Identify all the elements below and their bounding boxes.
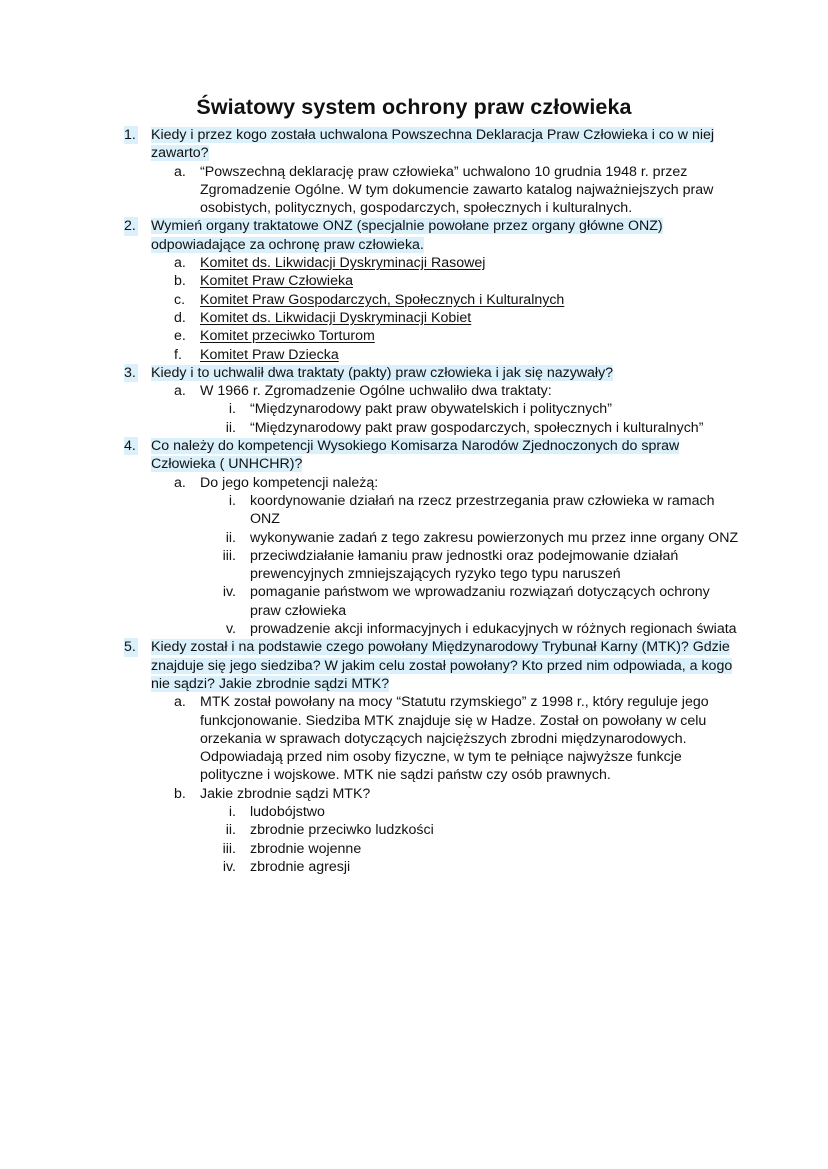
committee-link[interactable]: Komitet Praw Dziecka [200, 346, 339, 363]
sub-label: iii. [222, 840, 236, 857]
sub-text: przeciwdziałanie łamaniu praw jednostki oraz podejmowanie działań prewencyjnych zmniejszających ryzyko tego typu naruszeń [250, 547, 679, 583]
sub-text: ludobójstwo [250, 803, 325, 820]
sub-label: iv. [222, 858, 236, 875]
answer-label: b. [174, 273, 186, 290]
sub-text: “Międzynarodowy pakt praw obywatelskich i politycznych” [250, 401, 612, 418]
answer-text: W 1966 r. Zgromadzenie Ogólne uchwaliło dwa traktaty: [200, 383, 552, 400]
sub-item [124, 620, 744, 638]
answer-item [124, 785, 744, 803]
question-text: Co należy do kompetencji Wysokiego Komisarza Narodów Zjednoczonych do spraw Człowieka ( UNHCHR)? [151, 438, 680, 473]
answer-label: f. [174, 346, 182, 363]
sub-item [124, 858, 744, 876]
answer-item [124, 327, 744, 345]
question-1 [124, 126, 744, 163]
document-body [124, 126, 744, 876]
question-number: 1. [124, 127, 136, 143]
sub-text: prowadzenie akcji informacyjnych i edukacyjnych w różnych regionach świata [250, 621, 737, 638]
committee-link[interactable]: Komitet Praw Człowieka [200, 273, 353, 290]
sub-item [124, 803, 744, 821]
question-text: Kiedy i przez kogo została uchwalona Powszechna Deklaracja Praw Człowieka i co w niej zawarto? [151, 127, 715, 162]
sub-text: zbrodnie przeciwko ludzkości [250, 822, 434, 839]
question-text: Wymień organy traktatowe ONZ (specjalnie powołane przez organy główne ONZ) odpowiadające za ochronę praw człowieka. [151, 218, 663, 253]
sub-text: pomaganie państwom we wprowadzaniu rozwiązań dotyczących ochrony praw człowieka [250, 584, 710, 619]
sub-label: i. [228, 803, 236, 820]
answer-text: Jakie zbrodnie sądzi MTK? [200, 785, 371, 802]
answer-item [124, 163, 744, 218]
sub-label: i. [228, 401, 236, 418]
question-number: 4. [124, 438, 136, 455]
question-number: 2. [124, 218, 136, 235]
sub-label: ii. [225, 529, 236, 546]
answer-item [124, 346, 744, 364]
sub-item [124, 400, 744, 418]
answer-label: a. [174, 383, 186, 400]
answer-label: a. [174, 163, 186, 180]
question-text: Kiedy i to uchwalił dwa traktaty (pakty) praw człowieka i jak się nazywały? [151, 364, 614, 381]
committee-link[interactable]: Komitet ds. Likwidacji Dyskryminacji Rasowej [200, 255, 486, 272]
question-5 [124, 638, 744, 693]
sub-item [124, 840, 744, 858]
sub-label: ii. [225, 822, 236, 839]
answer-label: e. [174, 328, 186, 345]
answer-label: a. [174, 255, 186, 272]
answer-item [124, 382, 744, 400]
document-title: Światowy system ochrony praw człowieka [196, 95, 632, 119]
sub-text: zbrodnie agresji [250, 858, 351, 875]
sub-text: zbrodnie wojenne [250, 840, 362, 857]
answer-label: c. [174, 291, 186, 308]
committee-link[interactable]: Komitet Praw Gospodarczych, Społecznych i Kulturalnych [200, 291, 565, 308]
sub-label: ii. [225, 419, 236, 436]
question-3 [124, 364, 744, 382]
committee-link[interactable]: Komitet przeciwko Torturom [200, 328, 375, 345]
question-text: Kiedy został i na podstawie czego powołany Międzynarodowy Trybunał Karny (MTK)? Gdzie znajduje się jego siedziba? W jakim celu został powołany? Kto przed nim odpowiada, a kogo nie sądzi? Jakie zbrodnie sądzi MTK? [151, 639, 733, 692]
sub-item [124, 419, 744, 437]
answer-label: d. [174, 309, 186, 326]
sub-item [124, 529, 744, 547]
answer-label: b. [174, 785, 186, 802]
answer-label: a. [174, 474, 186, 491]
sub-item [124, 547, 744, 584]
sub-label: i. [228, 492, 236, 509]
sub-label: v. [226, 621, 236, 638]
sub-item [124, 821, 744, 839]
answer-item [124, 693, 744, 784]
sub-label: iii. [222, 547, 236, 564]
answer-item [124, 272, 744, 290]
sub-item [124, 583, 744, 620]
sub-item [124, 492, 744, 529]
answer-item [124, 291, 744, 309]
answer-text: Do jego kompetencji należą: [200, 474, 379, 491]
answer-item [124, 309, 744, 327]
question-2 [124, 217, 744, 254]
answer-text: MTK został powołany na mocy “Statutu rzymskiego” z 1998 r., który reguluje jego funkcjonowanie. Siedziba MTK znajduje się w Hadze. Został on powołany w celu orzekania w sprawach dotyczących najcięższych zbrodni międzynarodowych. Odpowiadają przed nim osoby fizyczne, w tym te pełniące najwyższe funkcje polityczne i wojskowe. MTK nie sądzi państw czy osób prawnych. [200, 694, 709, 784]
question-number: 5. [124, 639, 136, 656]
answer-text: “Powszechną deklarację praw człowieka” uchwalono 10 grudnia 1948 r. przez Zgromadzenie Ogólne. W tym dokumencie zawarto katalog najważniejszych praw osobistych, politycznych, gospodarczych, społecznych i kulturalnych. [200, 163, 714, 217]
answer-label: a. [174, 694, 186, 711]
sub-text: “Międzynarodowy pakt praw gospodarczych, społecznych i kulturalnych” [250, 419, 704, 436]
question-4 [124, 437, 744, 474]
sub-text: koordynowanie działań na rzecz przestrzegania praw człowieka w ramach ONZ [250, 492, 715, 528]
answer-item [124, 474, 744, 492]
committee-link[interactable]: Komitet ds. Likwidacji Dyskryminacji Kobiet [200, 309, 472, 326]
sub-text: wykonywanie zadań z tego zakresu powierzonych mu przez inne organy ONZ [250, 529, 739, 546]
sub-label: iv. [222, 584, 236, 601]
answer-item [124, 254, 744, 272]
question-number: 3. [124, 364, 136, 381]
